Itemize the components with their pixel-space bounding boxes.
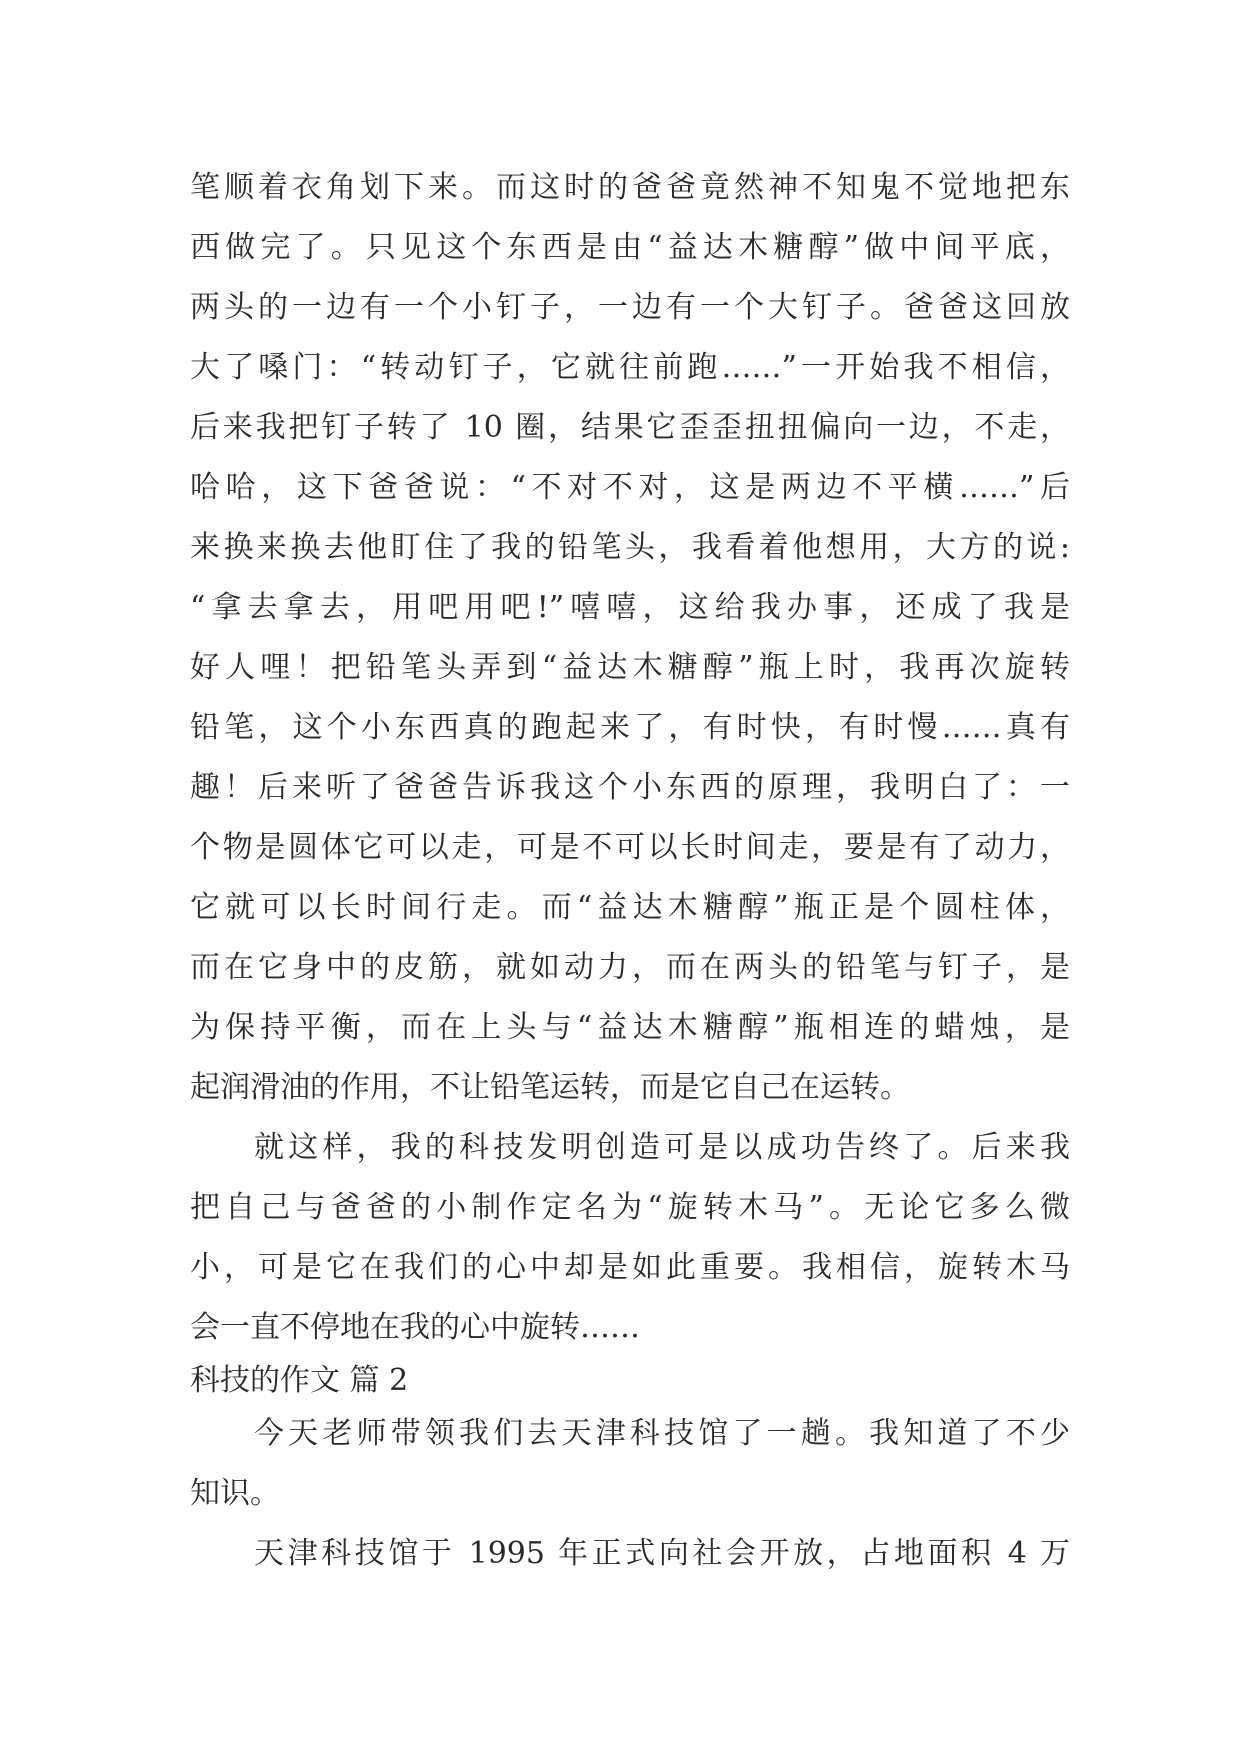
paragraph-start-line: 天津科技馆于 1995 年正式向社会开放，占地面积 4 万 [254,1536,1070,1571]
text-line: 起润滑油的作用，不让铅笔运转，而是它自己在运转。 [190,1070,910,1105]
text-line: 趣！后来听了爸爸告诉我这个小东西的原理，我明白了：一 [190,770,1070,805]
text-line: 把自己与爸爸的小制作定名为“旋转木马”。无论它多么微 [190,1190,1070,1225]
text-line: 两头的一边有一个小钉子，一边有一个大钉子。爸爸这回放 [190,290,1070,325]
text-line: 知识。 [190,1476,280,1511]
document-body [190,158,1070,1584]
text-line: 铅笔，这个小东西真的跑起来了，有时快，有时慢……真有 [190,710,1070,745]
text-line: 它就可以长时间行走。而“益达木糖醇”瓶正是个圆柱体， [190,890,1070,925]
text-line: 会一直不停地在我的心中旋转…… [190,1310,640,1345]
text-line: 来换来换去他盯住了我的铅笔头，我看着他想用，大方的说: [190,530,1070,565]
text-line: 个物是圆体它可以走，可是不可以长时间走，要是有了动力， [190,830,1070,865]
text-line: 笔顺着衣角划下来。而这时的爸爸竟然神不知鬼不觉地把东 [190,170,1070,205]
text-line: “拿去拿去，用吧用吧!”嘻嘻，这给我办事，还成了我是 [190,590,1070,625]
paragraph-start-line: 今天老师带领我们去天津科技馆了一趟。我知道了不少 [254,1416,1070,1451]
text-line: 小，可是它在我们的心中却是如此重要。我相信，旋转木马 [190,1250,1070,1285]
text-line: 而在它身中的皮筋，就如动力，而在两头的铅笔与钉子，是 [190,950,1070,985]
text-line: 好人哩！把铅笔头弄到“益达木糖醇”瓶上时，我再次旋转 [190,650,1070,685]
text-line: 大了嗓门：“转动钉子，它就往前跑……”一开始我不相信， [190,350,1070,385]
text-line: 哈哈，这下爸爸说：“不对不对，这是两边不平横……”后 [190,470,1070,505]
paragraph-start-line: 就这样，我的科技发明创造可是以成功告终了。后来我 [254,1130,1070,1165]
text-line: 西做完了。只见这个东西是由“益达木糖醇”做中间平底， [190,230,1070,265]
text-line: 为保持平衡，而在上头与“益达木糖醇”瓶相连的蜡烛，是 [190,1010,1070,1045]
text-line: 后来我把钉子转了 10 圈，结果它歪歪扭扭偏向一边，不走， [190,410,1070,445]
section-heading: 科技的作文 篇 2 [190,1363,409,1398]
